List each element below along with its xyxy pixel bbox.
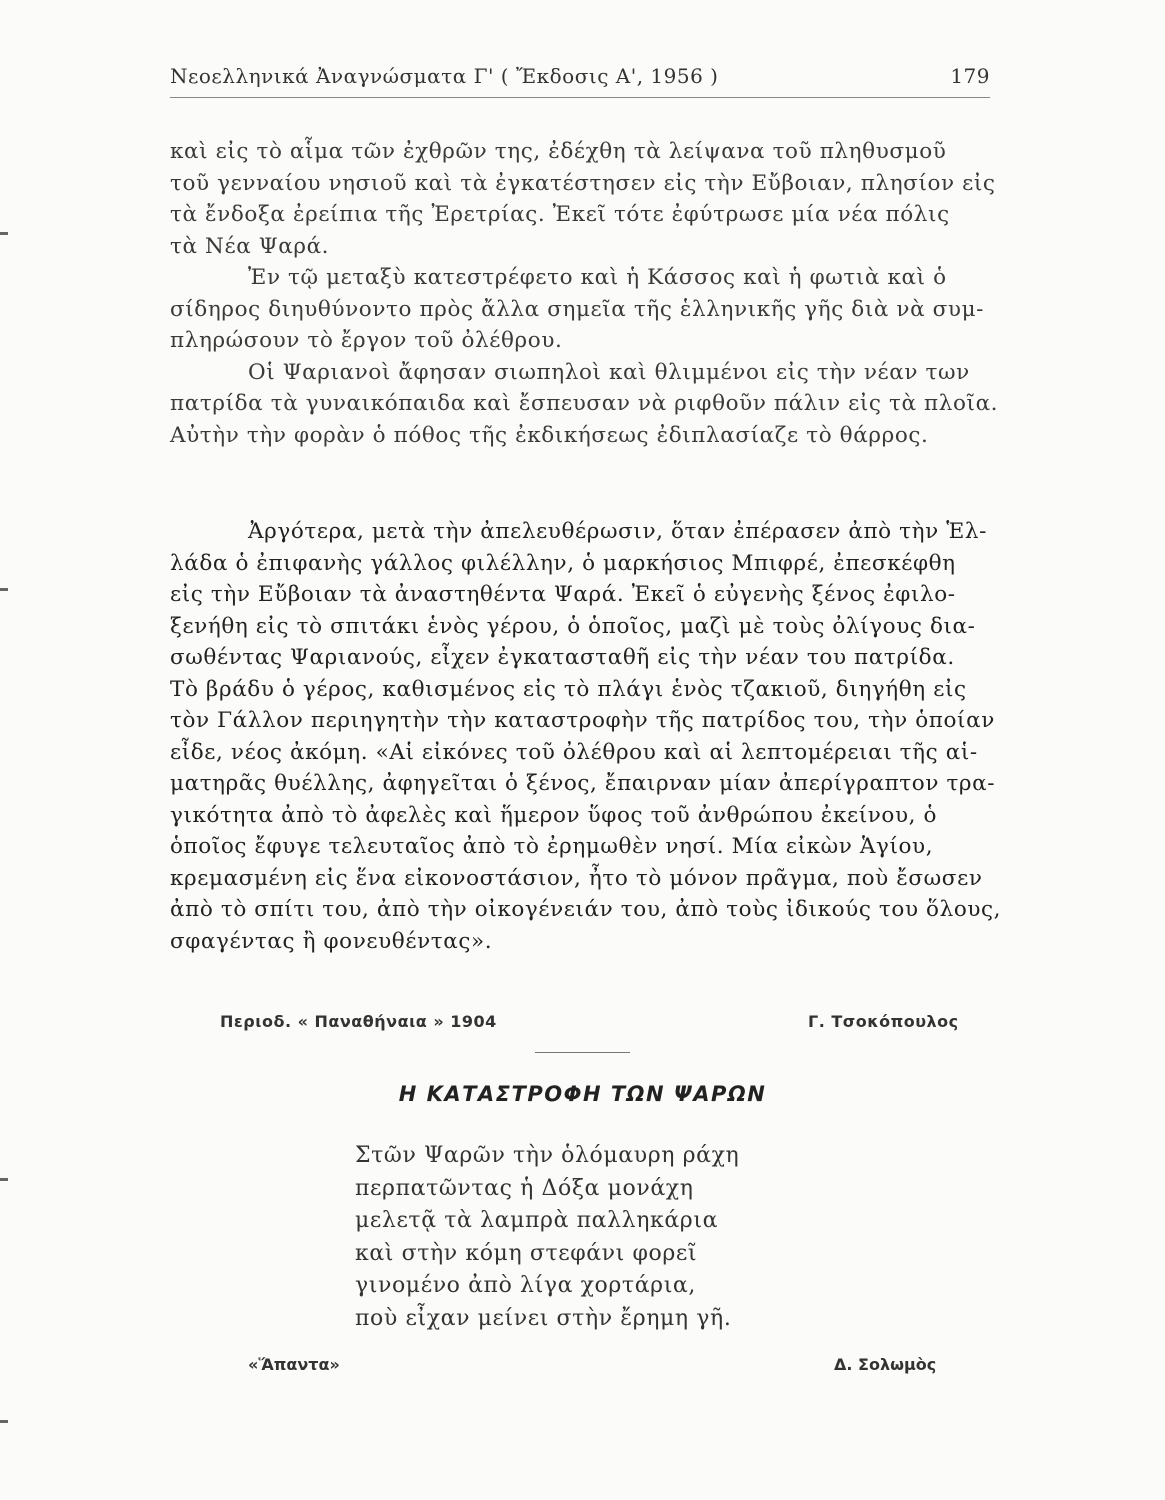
- text-line: γικότητα ἀπὸ τὸ ἀφελὲς καὶ ἥμερον ὕφος τοῦ ἀνθρώπου ἐκείνου, ὁ: [170, 802, 938, 828]
- text-line: λάδα ὁ ἐπιφανὴς γάλλος φιλέλλην, ὁ μαρκήσιος Μπιφρέ, ἐπεσκέφθη: [170, 550, 956, 576]
- text-line: Τὸ βράδυ ὁ γέρος, καθισμένος εἰς τὸ πλάγι ἑνὸς τζακιοῦ, διηγήθη εἰς: [170, 676, 967, 702]
- header-rule: [170, 97, 990, 98]
- text-line: τοῦ γενναίου νησιοῦ καὶ τὰ ἐγκατέστησεν εἰς τὴν Εὔβοιαν, πλησίον εἰς: [170, 170, 996, 196]
- text-line: πληρώσουν τὸ ἔργον τοῦ ὀλέθρου.: [170, 328, 563, 353]
- binding-mark: [0, 1178, 8, 1181]
- credit-source: Περιοδ. « Παναθήναια » 1904: [220, 1012, 497, 1031]
- poem-line: Στῶν Ψαρῶν τὴν ὁλόμαυρη ράχη: [355, 1143, 740, 1168]
- paragraph-2: [170, 516, 1015, 957]
- credit-author: Γ. Τσοκόπουλος: [808, 1012, 959, 1031]
- text-line: ἀπὸ τὸ σπίτι του, ἀπὸ τὴν οἰκογένειάν του, ἀπὸ τοὺς ἰδικούς του ὅλους,: [170, 897, 1002, 922]
- text-line: τὸν Γάλλον περιηγητὴν τὴν καταστροφὴν τῆς πατρίδος του, τὴν ὁποίαν: [170, 708, 995, 733]
- poem-line: ποὺ εἶχαν μείνει στὴν ἔρημη γῆ.: [355, 1305, 732, 1331]
- poem-title: Η ΚΑΤΑΣΤΡΟΦΗ ΤΩΝ ΨΑΡΩΝ: [398, 1082, 767, 1106]
- text-line: εἰς τὴν Εὔβοιαν τὰ ἀναστηθέντα Ψαρά. Ἐκεῖ ὁ εὐγενὴς ξένος ἐφιλο-: [170, 582, 956, 607]
- binding-mark: [0, 1420, 8, 1423]
- text-line: ματηρᾶς θυέλλης, ἀφηγεῖται ὁ ξένος, ἔπαιρναν μίαν ἀπερίγραπτον τρα-: [170, 771, 996, 796]
- poem-line: γινομένο ἀπὸ λίγα χορτάρια,: [355, 1273, 696, 1298]
- text-line: καὶ εἰς τὸ αἷμα τῶν ἐχθρῶν της, ἐδέχθη τὰ λείψανα τοῦ πληθυσμοῦ: [170, 139, 947, 164]
- text-line: κρεμασμένη εἰς ἕνα εἰκονοστάσιον, ἦτο τὸ μόνον πρᾶγμα, ποὺ ἔσωσεν: [170, 865, 983, 891]
- text-line: σφαγέντας ἢ φονευθέντας».: [170, 928, 493, 954]
- paragraph-1: [170, 136, 1015, 451]
- text-line: Οἱ Ψαριανοὶ ἄφησαν σιωπηλοὶ καὶ θλιμμένοι εἰς τὴν νέαν των: [248, 359, 970, 385]
- section-divider: [535, 1052, 630, 1053]
- text-line: σωθέντας Ψαριανούς, εἶχεν ἐγκατασταθῆ εἰς τὴν νέαν του πατρίδα.: [170, 645, 955, 670]
- running-header: [170, 64, 990, 88]
- header-title: Νεοελληνικά Ἀναγνώσματα Γ' ( Ἔκδοσις Α', 1956 ): [170, 64, 719, 88]
- text-line: ξενήθη εἰς τὸ σπιτάκι ἑνὸς γέρου, ὁ ὁποῖος, μαζὶ μὲ τοὺς ὀλίγους δια-: [170, 613, 976, 639]
- text-line: Ἀργότερα, μετὰ τὴν ἀπελευθέρωσιν, ὅταν ἐπέρασεν ἀπὸ τὴν Ἑλ-: [248, 519, 988, 544]
- text-line: Αὐτὴν τὴν φορὰν ὁ πόθος τῆς ἐκδικήσεως ἐδιπλασίαζε τὸ θάρρος.: [170, 422, 929, 448]
- poem-line: περπατῶντας ἡ Δόξα μονάχη: [355, 1175, 694, 1201]
- binding-mark: [0, 232, 8, 235]
- poem-author: Δ. Σολωμὸς: [834, 1355, 937, 1374]
- text-line: ὁποῖος ἔφυγε τελευταῖος ἀπὸ τὸ ἐρημωθὲν νησί. Μία εἰκὼν Ἁγίου,: [170, 834, 934, 859]
- text-line: Ἐν τῷ μεταξὺ κατεστρέφετο καὶ ἡ Κάσσος καὶ ἡ φωτιὰ καὶ ὁ: [248, 265, 947, 290]
- poem-line: καὶ στὴν κόμη στεφάνι φορεῖ: [355, 1240, 698, 1266]
- poem-line: μελετᾷ τὰ λαμπρὰ παλληκάρια: [355, 1208, 719, 1233]
- poem-source: «Ἅπαντα»: [248, 1355, 340, 1374]
- poem-body: [355, 1140, 739, 1335]
- binding-mark: [0, 588, 8, 591]
- text-line: εἶδε, νέος ἀκόμη. «Αἱ εἰκόνες τοῦ ὀλέθρου καὶ αἱ λεπτομέρειαι τῆς αἱ-: [170, 739, 978, 765]
- text-line: σίδηρος διηυθύνοντο πρὸς ἄλλα σημεῖα τῆς ἑλληνικῆς γῆς διὰ νὰ συμ-: [170, 296, 985, 322]
- text-line: τὰ ἔνδοξα ἐρείπια τῆς Ἐρετρίας. Ἐκεῖ τότε ἐφύτρωσε μία νέα πόλις: [170, 202, 950, 227]
- text-line: πατρίδα τὰ γυναικόπαιδα καὶ ἔσπευσαν νὰ ριφθοῦν πάλιν εἰς τὰ πλοῖα.: [170, 391, 999, 416]
- text-line: τὰ Νέα Ψαρά.: [170, 233, 330, 259]
- page-number: 179: [950, 64, 990, 88]
